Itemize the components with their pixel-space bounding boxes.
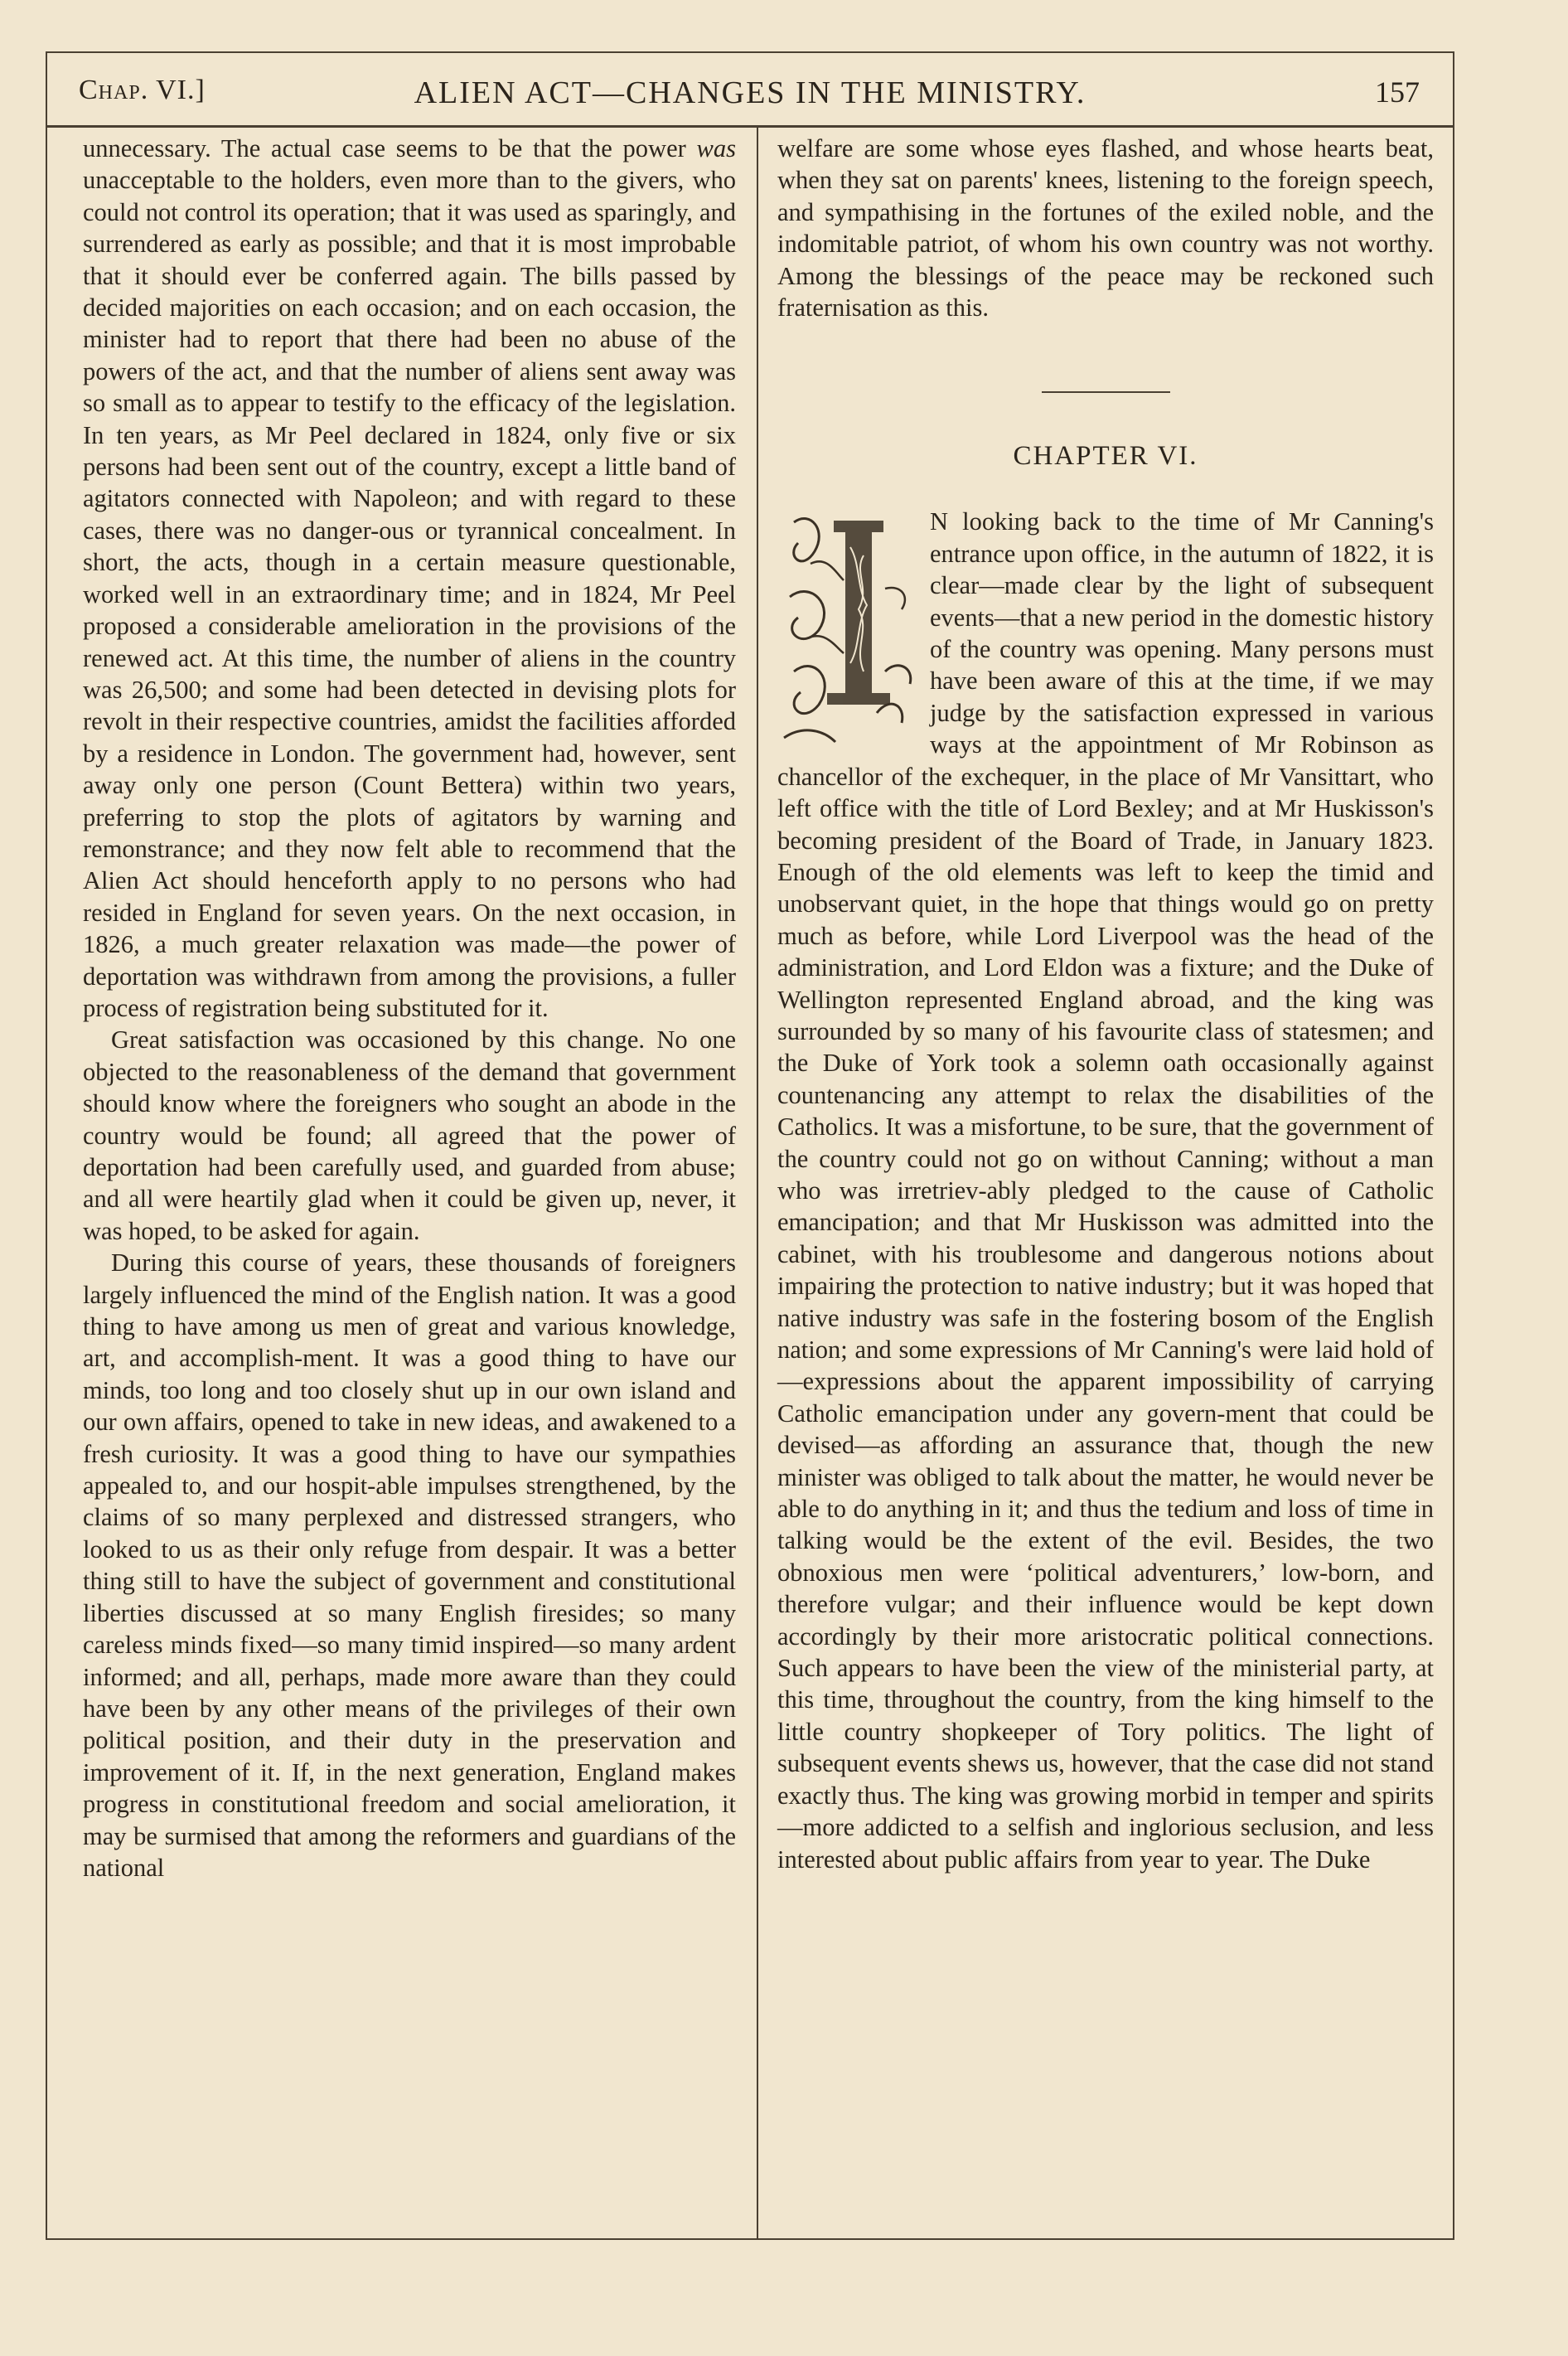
page-number: 157 <box>1375 75 1420 109</box>
left-column <box>83 133 736 1883</box>
column-divider <box>757 128 758 2240</box>
paragraph: Great satisfaction was occasioned by this change. No one objected to the reasonableness of the demand that government should know where the foreigners who sought an abode in the country would be found; all agreed that the power of deportation had been carefully used, and guarded from abuse; and all were heartily glad when it could be given up, never, it was hoped, to be asked for again. <box>83 1025 736 1245</box>
paragraph: welfare are some whose eyes flashed, and whose hearts beat, when they sat on parents' knees, listening to the foreign speech, and sympathising in the fortunes of the exiled noble, and the indomitable patriot, of whom his own country was not worthy. Among the blessings of the peace may be reckoned such fraternisation as this. <box>777 134 1434 322</box>
paragraph: During this course of years, these thousands of foreigners largely influenced the mind of the English nation. It was a good thing to have among us men of great and various knowledge, art, and accomplish-ment. It was a good thing to have our minds, too long and too closely shut up in our own island and our own affairs, opened to take in new ideas, and awakened to a fresh curiosity. It was a good thing to have our sympathies appealed to, and our hospit-able impulses strengthened, by the claims of so many perplexed and distressed strangers, who looked to us as their only refuge from despair. It was a better thing still to have the subject of government and constitutional liberties discussed at so many English firesides; so many careless minds fixed—so many timid inspired—so many ardent informed; and all, perhaps, made more aware than they could have been by any other means of the privileges of their own political position, and their duty in the preservation and improvement of it. If, in the next generation, England makes progress in constitutional freedom and social amelioration, it may be surmised that among the reformers and guardians of the national <box>83 1248 736 1882</box>
chapter-heading: CHAPTER VI. <box>1013 441 1198 472</box>
paragraph: unnecessary. The actual case seems to be that the power was unacceptable to the holders, even more than to the givers, who could not control its operation; that it was used as sparingly, and surrendered as early as possible; and that it is most improbable that it should ever be conferred again. The bills passed by decided majorities on each occasion; and on each occasion, the minister had to report that there had been no abuse of the powers of the act, and that the number of aliens sent away was so small as to appear to testify to the efficacy of the legislation. In ten years, as Mr Peel declared in 1824, only five or six persons had been sent out of the country, except a little band of agitators connected with Napoleon; and with regard to these cases, there was no danger-ous or tyrannical concealment. In short, the acts, though in a certain measure questionable, worked well in an extraordinary time; and in 1824, Mr Peel proposed a considerable amelioration in the provisions of the renewed act. At this time, the number of aliens in the country was 26,500; and some had been detected in devising plots for revolt in their respective countries, amidst the facilities afforded by a residence in London. The government had, however, sent away only one person (Count Bettera) within two years, preferring to stop the plots of agitators by warning and remonstrance; and they now felt able to recommend that the Alien Act should henceforth apply to no persons who had resided in England for seven years. On the next occasion, in 1826, a much greater relaxation was made—the power of deportation was withdrawn from among the provisions, a fuller process of registration being substituted for it. <box>83 134 736 1022</box>
ornamental-initial-icon <box>777 506 918 746</box>
drop-cap-ornament <box>777 506 918 746</box>
chapter-opening-paragraph: N looking back to the time of Mr Canning's entrance upon office, in the autumn of 1822, it is clear—made clear by the light of subsequent events—that a new period in the domestic history of the country was opening. Many persons must have been aware of this at the time, if we may judge by the satisfaction expressed in various ways at the appointment of Mr Robinson as chancellor of the exchequer, in the place of Mr Vansittart, who left office with the title of Lord Bexley; and at Mr Huskisson's becoming president of the Board of Trade, in January 1823. Enough of the old elements was left to keep the timid and unobservant quiet, in the hope that things would go on pretty much as before, while Lord Liverpool was the head of the administration, and Lord Eldon was a fixture; and the Duke of Wellington represented England abroad, and the king was surrounded by so many of his favourite class of statesmen; and the Duke of York took a solemn oath occasionally against countenancing any attempt to relax the disabilities of the Catholics. It was a misfortune, to be sure, that the government of the country could not go on without Canning; without a man who was irretriev-ably pledged to the cause of Catholic emancipation; and that Mr Huskisson was admitted into the cabinet, with his troublesome and dangerous notions about impairing the protection to native industry; but it was hoped that native industry was safe in the fostering bosom of the English nation; and some expressions of Mr Canning's were laid hold of—expressions about the apparent impossibility of carrying Catholic emancipation under any govern-ment that could be devised—as affording an assurance that, though the new minister was obliged to talk about the matter, he would never be able to do anything in it; and thus the tedium and loss of time in talking would be the extent of the evil. Besides, the two obnoxious men were ‘political adventurers,’ low-born, and therefore vulgar; and their influence would be kept down accordingly by their more aristocratic political connections. Such appears to have been the view of the ministerial party, at this time, throughout the country, from the king himself to the little country shopkeeper of Tory politics. The light of subsequent events shews us, however, that the case did not stand exactly thus. The king was growing morbid in temper and spirits—more addicted to a selfish and inglorious seclusion, and less interested about public affairs from year to year. The Duke <box>777 507 1434 1874</box>
page-title: ALIEN ACT—CHANGES IN THE MINISTRY. <box>414 75 1086 110</box>
right-column <box>777 133 1434 1875</box>
chapter-divider <box>1042 391 1170 393</box>
chapter-label: Chap. VI.] <box>79 75 206 105</box>
running-head <box>46 51 1454 128</box>
